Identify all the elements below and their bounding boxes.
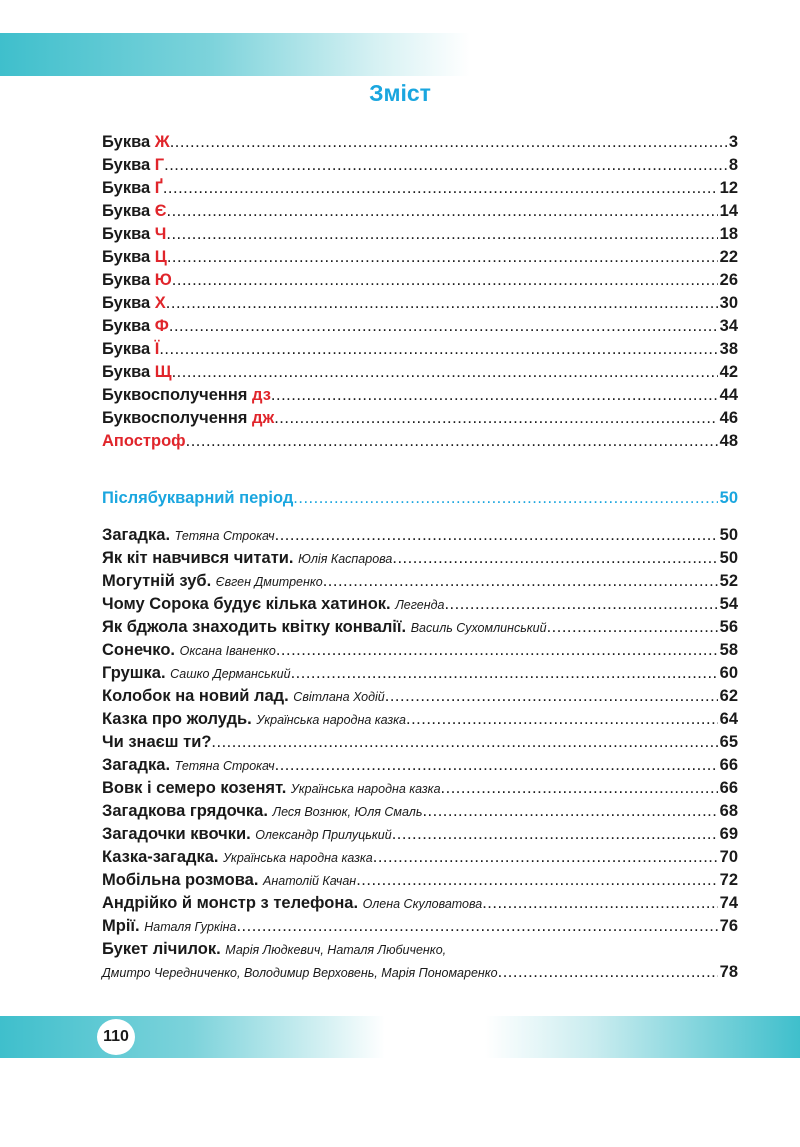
entry-page: 42 [719,363,738,381]
entry-author: Тетяна Строкач [174,759,275,773]
entry-page: 54 [719,595,738,613]
entry-label [102,662,291,686]
entry-title: Сонечко. [102,641,176,659]
entry-prefix: Буква [102,363,155,381]
toc-entry[interactable] [102,154,738,177]
section-label: Післябукварний період [102,489,294,507]
entry-title: Загадка. [102,526,171,544]
entry-letter: дз [252,386,271,404]
entry-letter: Щ [154,363,172,381]
leader-dots [422,800,717,823]
entry-label [102,154,164,177]
entry-label [102,938,446,962]
entry-prefix: Буква [102,294,155,312]
toc-entry[interactable] [102,131,738,154]
leader-dots [271,384,718,407]
leader-dots [276,639,718,662]
entry-page: 14 [719,202,738,220]
entry-page: 72 [719,871,738,889]
entry-label [102,407,274,430]
entry-label [102,524,275,548]
entry-title: Казка про жолудь. [102,710,252,728]
entry-page: 50 [719,526,738,544]
entry-page: 69 [719,825,738,843]
page-title: Зміст [369,80,431,106]
toc-entry[interactable] [102,292,738,315]
entry-letter: Ц [154,248,167,266]
leader-dots [274,407,717,430]
entry-title: Як бджола знаходить квітку конвалії. [102,618,407,636]
entry-author: Українська народна казка [256,713,407,727]
entry-label [102,593,444,617]
entry-title: Букет лічилок. [102,940,221,958]
entry-label [102,570,323,594]
entry-page: 38 [719,340,738,358]
entry-prefix: Буква [102,340,155,358]
leader-dots [167,246,718,269]
entry-label [102,430,186,453]
entry-prefix: Буква [102,248,155,266]
entry-author: Тетяна Строкач [174,529,275,543]
entry-page: 78 [719,963,738,981]
entry-label [102,846,373,870]
toc-entry[interactable] [102,823,738,846]
leader-dots [406,708,718,731]
entry-author: Олександр Прилуцький [255,828,392,842]
toc-entry[interactable] [102,938,738,961]
entry-label [102,915,236,939]
leader-dots [164,154,727,177]
entry-label [102,361,172,384]
leader-dots [167,200,718,223]
entry-page: 60 [719,664,738,682]
entry-author: Оксана Іваненко [179,644,276,658]
toc-entry[interactable] [102,777,738,800]
entry-page: 58 [719,641,738,659]
entry-page: 64 [719,710,738,728]
entry-letter: Г [154,156,165,174]
toc-entry[interactable] [102,315,738,338]
toc-entry[interactable] [102,547,738,570]
entry-title: Як кіт навчився читати. [102,549,294,567]
entry-page: 74 [719,894,738,912]
entry-author: Василь Сухомлинський [410,621,547,635]
entry-author: Сашко Дерманський [170,667,291,681]
page-number: 110 [97,1019,135,1055]
toc-entry[interactable] [102,246,738,269]
leader-dots [172,361,718,384]
entry-prefix: Буквосполучення [102,409,253,427]
toc-entry[interactable] [102,430,738,453]
entry-label [102,223,166,246]
entry-author: Анатолій Качан [263,874,357,888]
entry-prefix: Буква [102,133,155,151]
entry-label [102,315,169,338]
entry-prefix: Буква [102,156,155,174]
leader-dots [163,177,718,200]
entry-title: Мобільна розмова. [102,871,259,889]
top-decorative-band [0,33,470,76]
entry-label [102,384,271,407]
entry-prefix: Буква [102,271,155,289]
toc-entry[interactable] [102,200,738,223]
entry-letter: Апостроф [102,432,186,450]
entry-title: Андрійко й монстр з телефона. [102,894,359,912]
entry-prefix: Буква [102,225,155,243]
leader-dots [441,777,718,800]
entry-page: 66 [719,779,738,797]
entry-author: Наталя Гуркіна [144,920,237,934]
toc-entry[interactable] [102,731,738,754]
toc-entry[interactable] [102,915,738,938]
entry-label [102,754,275,778]
entry-title: Мрії. [102,917,140,935]
leader-dots [547,616,718,639]
entry-prefix: Буква [102,202,155,220]
entry-label [102,177,163,200]
toc-entry[interactable] [102,338,738,361]
entry-page: 22 [719,248,738,266]
entry-page: 12 [719,179,738,197]
entry-author: Леся Вознюк, Юля Смаль [272,805,423,819]
entry-letter: Є [154,202,167,220]
entry-page: 3 [728,133,738,151]
entry-page: 62 [719,687,738,705]
entry-page: 70 [719,848,738,866]
leader-dots [172,269,718,292]
leader-dots [170,131,727,154]
toc-entry[interactable] [102,616,738,639]
bottom-decorative-band-left [0,1016,385,1058]
toc-entry[interactable] [102,524,738,547]
toc-entry[interactable] [102,223,738,246]
toc-entry[interactable] [102,846,738,869]
entry-author: Легенда [395,598,445,612]
entry-letter: дж [252,409,275,427]
entry-prefix: Буквосполучення [102,386,253,404]
entry-label [102,616,547,640]
entry-letter: Ю [154,271,172,289]
leader-dots [166,292,718,315]
entry-prefix: Буква [102,179,155,197]
entry-letter: Ч [154,225,167,243]
bottom-decorative-band-right [485,1016,800,1058]
leader-dots [186,430,718,453]
toc-entry[interactable] [102,570,738,593]
leader-dots [293,487,717,510]
entry-letter: Ж [154,133,170,151]
leader-dots [498,961,718,984]
toc-entry[interactable] [102,269,738,292]
leader-dots [166,223,717,246]
entry-page: 30 [719,294,738,312]
leader-dots [211,731,717,754]
entry-title: Вовк і семеро козенят. [102,779,287,797]
entry-author: Марія Людкевич, Наталя Любиченко, [225,943,447,957]
entry-label [102,292,166,315]
entry-label [102,777,441,801]
leader-dots [236,915,717,938]
entry-title: Колобок на новий лад. [102,687,289,705]
entry-title: Казка-загадка. [102,848,219,866]
entry-page: 66 [719,756,738,774]
entry-page: 48 [719,432,738,450]
entry-author: Світлана Ходій [293,690,385,704]
leader-dots [356,869,717,892]
toc-entry[interactable] [102,593,738,616]
leader-dots [159,338,717,361]
entry-label [102,246,167,269]
entry-page: 8 [728,156,738,174]
toc-entry[interactable] [102,800,738,823]
entry-letter: Ї [154,340,160,358]
entry-label [102,269,172,292]
toc-entry[interactable] [102,639,738,662]
entry-page: 50 [719,549,738,567]
entry-title: Загадка. [102,756,171,774]
leader-dots [392,823,718,846]
toc-entry[interactable] [102,892,738,915]
leader-dots [275,524,718,547]
entry-title: Чому Сорока будує кілька хатинок. [102,595,391,613]
entry-page: 68 [719,802,738,820]
section-heading[interactable] [102,487,738,510]
toc-entry[interactable] [102,407,738,430]
leader-dots [275,754,718,777]
entry-page: 65 [719,733,738,751]
leader-dots [291,662,718,685]
leader-dots [482,892,717,915]
entry-label [102,823,392,847]
leader-dots [373,846,718,869]
toc-entry[interactable] [102,361,738,384]
entry-label [102,708,406,732]
toc-entry[interactable] [102,869,738,892]
entry-label [102,639,276,663]
entry-title: Загадкова грядочка. [102,802,268,820]
toc-entry[interactable] [102,662,738,685]
entry-author: Дмитро Чередниченко, Володимир Верховень, Марія Пономаренко [102,966,498,980]
entry-author: Українська народна казка [223,851,373,865]
entry-author: Юлія Каспарова [298,552,393,566]
letters-toc [102,131,738,453]
leader-dots [392,547,717,570]
toc-entry[interactable] [102,685,738,708]
entry-author: Українська народна казка [290,782,441,796]
entry-prefix: Буква [102,317,155,335]
entry-author: Олена Скуловатова [362,897,483,911]
entry-title: Загадочки квочки. [102,825,251,843]
entry-label [102,685,385,709]
stories-toc [102,524,738,984]
toc-entry[interactable] [102,177,738,200]
entry-label [102,800,422,824]
entry-label [102,131,170,154]
leader-dots [444,593,717,616]
entry-letter: Ґ [154,179,163,197]
entry-page: 76 [719,917,738,935]
leader-dots [323,570,718,593]
entry-label [102,869,356,893]
entry-title: Грушка. [102,664,166,682]
entry-letter: Ф [154,317,169,335]
entry-page: 44 [719,386,738,404]
section-page: 50 [719,489,738,507]
entry-author: Євген Дмитренко [215,575,323,589]
section-toc [102,487,738,510]
entry-label [102,731,211,754]
entry-title: Могутній зуб. [102,572,212,590]
entry-label [102,892,482,916]
entry-page: 34 [719,317,738,335]
entry-label [102,338,159,361]
toc-entry[interactable] [102,384,738,407]
entry-title: Чи знаєш ти? [102,733,212,751]
entry-page: 26 [719,271,738,289]
entry-page: 56 [719,618,738,636]
toc-entry[interactable] [102,754,738,777]
entry-letter: Х [154,294,166,312]
entry-label [102,547,392,571]
leader-dots [385,685,718,708]
entry-label [102,200,167,223]
entry-page: 18 [719,225,738,243]
leader-dots [169,315,718,338]
toc-entry-continuation[interactable] [102,961,738,984]
entry-page: 52 [719,572,738,590]
entry-page: 46 [719,409,738,427]
toc-entry[interactable] [102,708,738,731]
